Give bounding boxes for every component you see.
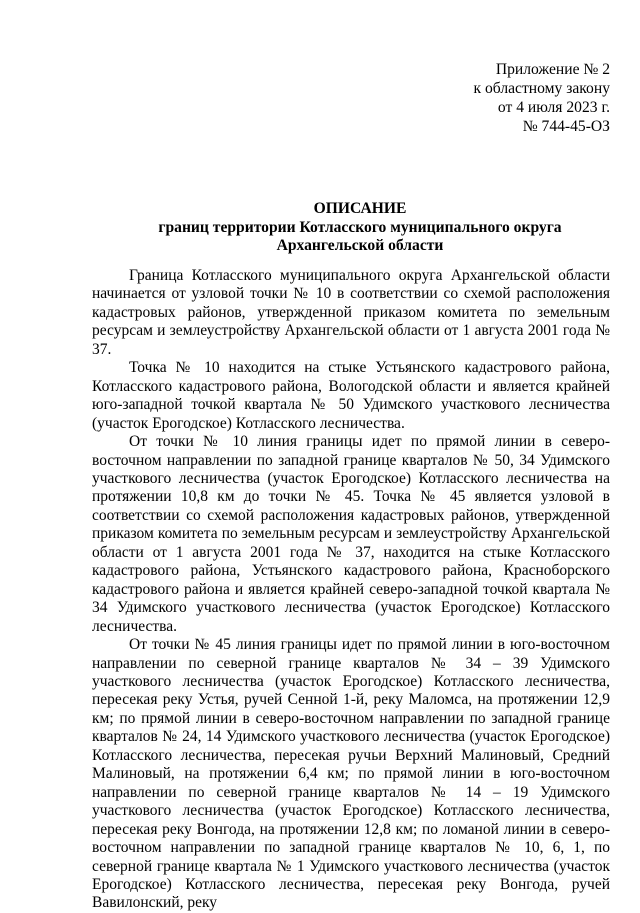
paragraph: От точки № 10 линия границы идет по прямой линии в северо-восточном направлении по западной границе кварталов № 50, 34 Удимского участкового лесничества (участок Ерогодское) Котласского лесничества на протяжении 10,8 км до точки № 45. Точка № 45 является узловой в соответствии со схемой расположения кадастровых районов, утвержденной приказом комитета по земельным ресурсам и землеустройству Архангельской области от 1 августа 2001 года № 37, находится на стыке Котласского кадастрового района, Устьянского кадастрового района, Красноборского кадастрового района и является крайней северо-западной точкой квартала № 34 Удимского участкового лесничества (участок Ерогодское) Котласского лесничества. bbox=[92, 433, 610, 635]
appendix-header bbox=[474, 60, 610, 136]
document-body bbox=[92, 267, 610, 913]
paragraph: Граница Котласского муниципального округа Архангельской области начинается от узловой точки № 10 в соответствии со схемой расположения кадастровых районов, утвержденной приказом комитета по земельным ресурсам и землеустройству Архангельской области от 1 августа 2001 года № 37. bbox=[92, 267, 610, 358]
title-region: Архангельской области bbox=[276, 237, 444, 255]
title-subject: границ территории Котласского муниципального округа bbox=[158, 218, 562, 236]
paragraph: От точки № 45 линия границы идет по прямой линии в юго-восточном направлении по северной границе кварталов № 34 – 39 Удимского участкового лесничества (участок Ерогодское) Котласского лесничества, пересекая реку Устья, ручей Сенной 1-й, реку Маломса, на протяжении 12,9 км; по прямой линии в северо-восточном направлении по западной границе кварталов № 24, 14 Удимского участкового лесничества (участок Ерогодское) Котласского лесничества, пересекая ручьи Верхний Малиновый, Средний Малиновый, на протяжении 6,4 км; по прямой линии в юго-восточном направлении по северной границе кварталов № 14 – 19 Удимского участкового лесничества (участок Ерогодское) Котласского лесничества, пересекая реку Вонгода, на протяжении 12,8 км; по ломаной линии в северо-восточном направлении по западной границе кварталов № 10, 6, 1, по северной границе квартала № 1 Удимского участкового лесничества (участок Ерогодское) Котласского лесничества, пересекая реку Вонгода, ручей Вавилонский, реку bbox=[92, 636, 610, 912]
appendix-date: от 4 июля 2023 г. bbox=[497, 99, 610, 116]
title-heading: ОПИСАНИЕ bbox=[313, 200, 407, 217]
appendix-law-number: № 744-45-ОЗ bbox=[522, 118, 610, 135]
appendix-number: Приложение № 2 bbox=[495, 61, 610, 78]
appendix-law-reference: к областному закону bbox=[473, 80, 610, 97]
paragraph: Точка № 10 находится на стыке Устьянского кадастрового района, Котласского кадастрового района, Вологодской области и является крайней юго-западной точкой квартала № 50 Удимского участкового лесничества (участок Ерогодское) Котласского лесничества. bbox=[92, 359, 610, 432]
document-title bbox=[92, 200, 628, 256]
